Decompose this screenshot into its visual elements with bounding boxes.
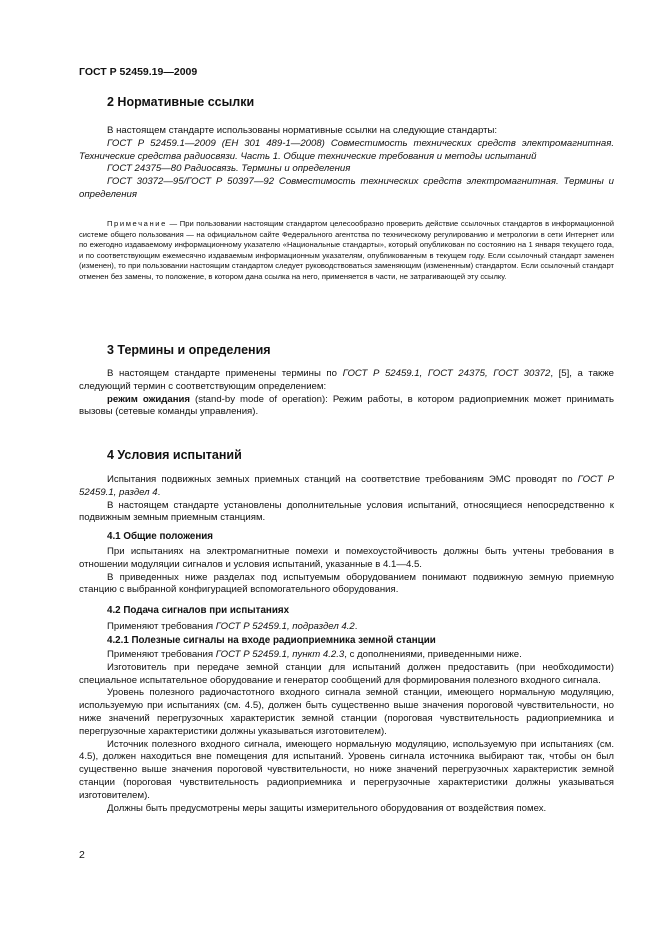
s421-p1: Применяют требования ГОСТ Р 52459.1, пункт 4.2.3, с дополнениями, приведенными ниже. xyxy=(107,649,522,660)
s421-p2: Изготовитель при передаче земной станции для испытаний должен предоставить (при необходимости) специальное испытательное оборудование и генератор сообщений для формирования полезного входного сигнала. xyxy=(79,661,614,686)
s41-p2: В приведенных ниже разделах под испытуемым оборудованием понимают подвижную земную приемную станцию с выбранной конфигурацией вспомогательного оборудования. xyxy=(79,571,614,596)
section-4-heading: 4 Условия испытаний xyxy=(107,448,242,462)
s421-p5: Должны быть предусмотрены меры защиты измерительного оборудования от воздействия помех. xyxy=(107,802,547,814)
section-4-2-body xyxy=(79,621,614,634)
section-2-heading: 2 Нормативные ссылки xyxy=(107,95,255,109)
s41-p1: При испытаниях на электромагнитные помехи и помехоустойчивость должны быть учтены требования в отношении модуляции сигналов и условия испытаний, указанные в 4.1—4.5. xyxy=(79,546,614,570)
s42-p1: Применяют требования ГОСТ Р 52459.1, подраздел 4.2. xyxy=(107,621,358,632)
s4-p2: В настоящем стандарте установлены дополнительные условия испытаний, относящиеся непосредственно к подвижным земным приемным станциям. xyxy=(79,499,614,524)
section-4-2-1-heading: 4.2.1 Полезные сигналы на входе радиоприемника земной станции xyxy=(107,635,436,646)
running-header: ГОСТ Р 52459.19—2009 xyxy=(79,66,198,78)
s421-p4: Источник полезного входного сигнала, имеющего нормальную модуляцию, используемую при испытаниях (см. 4.5), должен находиться вне помещения для испытаний. Уровень сигнала источника выбирают так, чтобы он был существенно выше значения пороговой чувствительности, но ниже значений перегрузочных характеристик земной станции (пороговая чувствительность радиоприемника и перегрузочные характеристики должны указываться изготовителем). xyxy=(79,738,614,801)
section-4-2-heading: 4.2 Подача сигналов при испытаниях xyxy=(107,605,290,616)
s2-note xyxy=(79,219,614,283)
note-label: Примечание xyxy=(107,219,167,228)
page-number: 2 xyxy=(79,849,85,861)
section-4-2-1-body xyxy=(79,649,614,815)
section-2-body xyxy=(79,125,614,202)
section-4-1-body xyxy=(79,546,614,597)
s2-ref-3: ГОСТ 30372—95/ГОСТ Р 50397—92 Совместимость технических средств электромагнитная. Термины и определения xyxy=(79,176,614,200)
s2-intro: В настоящем стандарте использованы нормативные ссылки на следующие стандарты: xyxy=(107,125,498,136)
section-4-intro xyxy=(79,474,614,525)
s3-p1: В настоящем стандарте применены термины по ГОСТ Р 52459.1, ГОСТ 24375, ГОСТ 30372, [5], а также следующий термин с соответствующим определением: xyxy=(79,368,614,392)
s2-ref-1: ГОСТ Р 52459.1—2009 (ЕН 301 489-1—2008) Совместимость технических средств электромагнитная. Технические средства радиосвязи. Часть 1. Общие технические требования и методы испытаний xyxy=(79,137,614,162)
section-3-body xyxy=(79,368,614,419)
note-text: — При пользовании настоящим стандартом целесообразно проверить действие ссылочных стандартов в информационной системе общего пользования — на официальном сайте Федерального агентства по техническому регулированию и метрологии в сети Интернет или по ежегодно издаваемому информационному указателю «Национальные стандарты», который опубликован по состоянию на 1 января текущего года, и по соответствующим ежемесячно издаваемым информационным указателям, опубликованным в текущем году. Если ссылочный стандарт заменен (изменен), то при пользовании настоящим стандартом следует руководствоваться заменяющим (измененным) стандартом. Если ссылочный стандарт отменен без замены, то положение, в котором дана ссылка на него, применяется в части, не затрагивающей эту ссылку. xyxy=(79,219,614,281)
section-3-heading: 3 Термины и определения xyxy=(107,343,271,357)
s4-p1: Испытания подвижных земных приемных станций на соответствие требованиям ЭМС проводят по ГОСТ Р 52459.1, раздел 4. xyxy=(79,474,614,498)
s2-ref-2: ГОСТ 24375—80 Радиосвязь. Термины и определения xyxy=(107,163,351,175)
section-4-1-heading: 4.1 Общие положения xyxy=(107,531,214,542)
s3-term: режим ожидания (stand-by mode of operation): Режим работы, в котором радиоприемник может принимать вызовы (сетевые команды управления). xyxy=(79,393,614,418)
s421-p3: Уровень полезного радиочастотного входного сигнала земной станции, имеющего нормальную модуляцию, используемую при испытаниях (см. 4.5), должен быть существенно выше значения пороговой чувствительности, но ниже значений перегрузочных характеристик земной станции (пороговая чувствительность радиоприемника и перегрузочные характеристики должны указываться изготовителем). xyxy=(79,687,614,737)
